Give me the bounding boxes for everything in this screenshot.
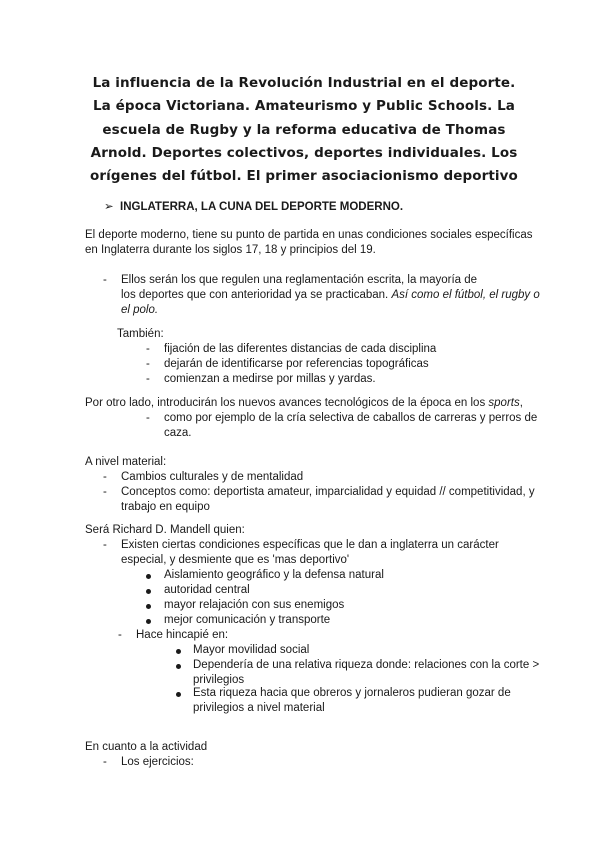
nivel-material-item-1: Cambios culturales y de mentalidad — [121, 471, 304, 483]
bullet1-line-2 — [121, 288, 540, 304]
nivel-material-item-2a: Conceptos como: deportista amateur, imparcialidad y equidad // competitividad, y — [121, 486, 535, 498]
tambien-item: fijación de las diferentes distancias de cada disciplina — [164, 343, 437, 355]
tambien-item: dejarán de identificarse por referencias topográficas — [164, 358, 429, 370]
bullet1-line-3-italic: el polo. — [121, 304, 159, 316]
bullet-dot-icon — [176, 692, 181, 697]
otro-lado-sub-1: como por ejemplo de la cría selectiva de caballos de carreras y perros de — [164, 412, 538, 424]
otro-lado-sub-2: caza. — [164, 427, 192, 439]
tambien-item: comienzan a medirse por millas y yardas. — [164, 373, 376, 385]
hincapie-item: Mayor movilidad social — [193, 644, 310, 656]
hincapie-item-cont: privilegios — [193, 674, 245, 686]
intro-line-1: El deporte moderno, tiene su punto de partida en unas condiciones sociales específicas — [85, 229, 533, 241]
dash-marker: - — [103, 486, 107, 498]
bullet-dot-icon — [176, 649, 181, 654]
mandell-item-1a: Existen ciertas condiciones específicas que le dan a inglaterra un carácter — [121, 539, 499, 551]
nivel-material-item-2b: trabajo en equipo — [121, 501, 210, 513]
mandell-sub-item: mayor relajación con sus enemigos — [164, 599, 345, 611]
nivel-material-label: A nivel material: — [85, 456, 167, 468]
bullet1-line-2-text: los deportes que con anterioridad ya se practicaban. — [121, 289, 389, 301]
bullet-dot-icon — [146, 574, 151, 579]
section-heading — [104, 199, 403, 213]
document-title: La influencia de la Revolución Industrial en el deporte. La época Victoriana. Amateurismo y Public Schools. La escuela de Rugby y la reforma educativa de Thomas Arnold. Deportes colectivos, deportes individuales. Los orígenes del fútbol. El primer asociacionismo deportivo — [90, 75, 518, 185]
dash-marker: - — [103, 471, 107, 483]
dash-marker: - — [146, 373, 150, 385]
dash-marker: - — [103, 756, 107, 768]
tambien-label: También: — [117, 328, 164, 340]
hincapie-item: Esta riqueza hacia que obreros y jornaleros pudieran gozar de — [193, 687, 511, 699]
dash-marker: - — [118, 629, 122, 641]
bullet-dot-icon — [176, 664, 181, 669]
bullet-dot-icon — [146, 619, 151, 624]
intro-line-2: en Inglaterra durante los siglos 17, 18 y principios del 19. — [85, 244, 376, 256]
dash-marker: - — [103, 274, 107, 286]
section-heading-text: INGLATERRA, LA CUNA DEL DEPORTE MODERNO. — [120, 201, 404, 213]
dash-marker: - — [103, 539, 107, 551]
otro-lado-comma: , — [519, 397, 523, 409]
otro-lado-italic: sports — [488, 397, 520, 409]
actividad-item-1: Los ejercicios: — [121, 756, 194, 768]
hincapie-item: Dependería de una relativa riqueza donde: relaciones con la corte > — [193, 659, 540, 671]
bullet1-line-3 — [121, 303, 158, 319]
hincapie-label: Hace hincapié en: — [136, 629, 229, 641]
mandell-item-1b: especial, y desmiente que es 'mas deportivo' — [121, 554, 350, 566]
actividad-label: En cuanto a la actividad — [85, 741, 208, 753]
bullet-dot-icon — [146, 604, 151, 609]
bullet1-line-2-italic: Así como el fútbol, el rugby o — [391, 289, 540, 301]
mandell-label: Será Richard D. Mandell quien: — [85, 524, 245, 536]
dash-marker: - — [146, 343, 150, 355]
mandell-sub-item: mejor comunicación y transporte — [164, 614, 331, 626]
otro-lado-text: Por otro lado, introducirán los nuevos avances tecnológicos de la época en los — [85, 397, 486, 409]
otro-lado-line — [85, 396, 523, 412]
bullet1-line-1: Ellos serán los que regulen una reglamentación escrita, la mayoría de — [121, 274, 478, 286]
hincapie-item-cont: privilegios a nivel material — [193, 702, 325, 714]
arrow-bullet-icon: ➢ — [104, 201, 114, 213]
bullet-dot-icon — [146, 589, 151, 594]
mandell-sub-item: Aislamiento geográfico y la defensa natural — [164, 569, 384, 581]
dash-marker: - — [146, 358, 150, 370]
dash-marker: - — [146, 412, 150, 424]
mandell-sub-item: autoridad central — [164, 584, 250, 596]
